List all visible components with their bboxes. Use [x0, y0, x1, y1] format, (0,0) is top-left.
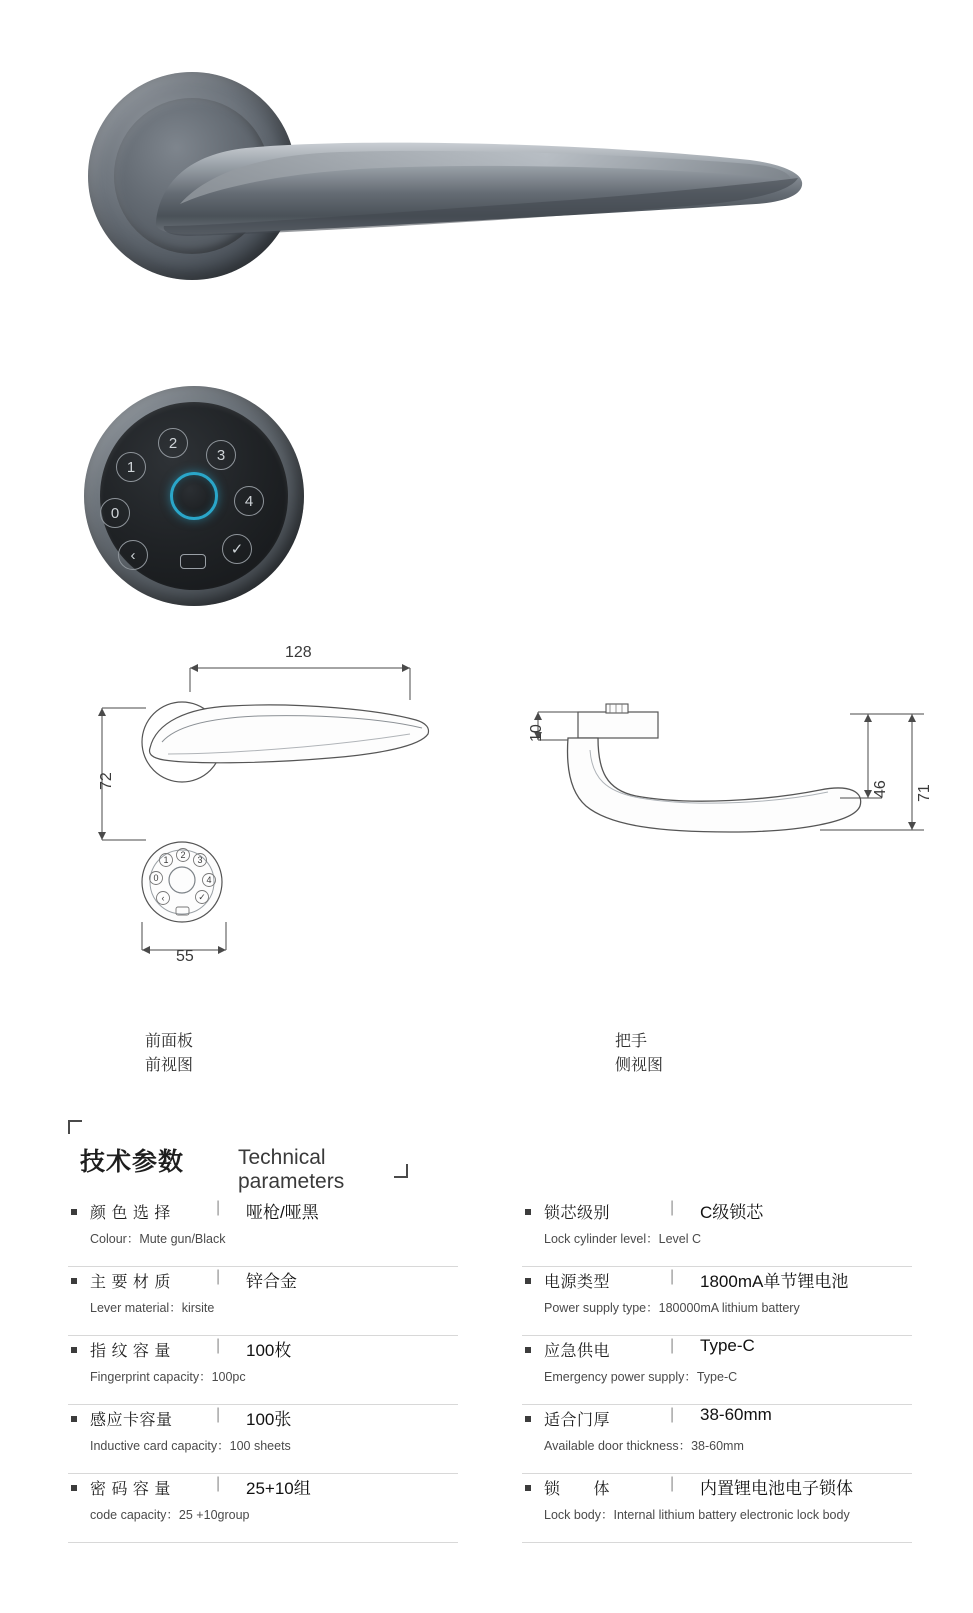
keypad-key-4[interactable]: 4	[234, 486, 264, 516]
param-label-cn: 应急供电	[544, 1343, 611, 1360]
card-reader-icon	[180, 554, 206, 569]
dim-width-128: 128	[285, 644, 312, 661]
param-value-cn: 哑枪/哑黑	[246, 1203, 319, 1222]
param-value-cn: 1800mA单节锂电池	[700, 1272, 849, 1291]
param-value-cn: C级锁芯	[700, 1203, 764, 1222]
lever-handle	[150, 130, 810, 240]
param-divider: |	[670, 1199, 675, 1216]
dim-height-72: 72	[98, 772, 115, 790]
param-value-cn: Type-C	[700, 1336, 755, 1355]
param-value-cn: 100张	[246, 1410, 292, 1429]
param-label-cn: 锁芯级别	[544, 1205, 611, 1222]
product-hero-keypad	[84, 386, 304, 608]
param-divider: |	[670, 1475, 675, 1492]
side-view-drawing	[520, 680, 940, 1040]
fingerprint-reader-icon[interactable]	[170, 472, 218, 520]
param-value-cn: 25+10组	[246, 1479, 311, 1498]
section-title-cn: 技术参数	[80, 1148, 185, 1176]
param-divider: |	[670, 1406, 675, 1423]
param-label-cn: 锁 体	[544, 1481, 611, 1498]
bullet-icon	[525, 1209, 531, 1215]
dim-keypad-55: 55	[176, 948, 194, 965]
param-label-cn: 适合门厚	[544, 1412, 611, 1429]
param-label-cn: 电源类型	[544, 1274, 611, 1291]
bullet-icon	[525, 1347, 531, 1353]
param-label-cn: 主 要 材 质	[90, 1274, 171, 1291]
keypad-key-3[interactable]: 3	[206, 440, 236, 470]
param-label-cn: 感应卡容量	[90, 1412, 173, 1429]
bullet-icon	[71, 1347, 77, 1353]
param-divider: |	[216, 1268, 221, 1285]
front-view-drawing	[80, 630, 580, 1010]
param-row-code-capacity	[68, 1474, 458, 1543]
param-row-fingerprint-capacity	[68, 1336, 458, 1405]
param-row-cylinder-level	[522, 1198, 912, 1267]
param-value-cn: 100枚	[246, 1341, 292, 1360]
param-line-en: Emergency power supply：Type-C	[544, 1370, 738, 1384]
param-line-en: Inductive card capacity：100 sheets	[90, 1439, 291, 1453]
caption-handle-line2: 侧视图	[615, 1057, 664, 1074]
param-label-cn: 密 码 容 量	[90, 1481, 171, 1498]
param-line-en: Power supply type：180000mA lithium battery	[544, 1301, 800, 1315]
section-title-wrap	[68, 1120, 408, 1193]
svg-text:1: 1	[163, 855, 169, 865]
param-line-en: Colour：Mute gun/Black	[90, 1232, 226, 1246]
param-row-card-capacity	[68, 1405, 458, 1474]
param-divider: |	[670, 1337, 675, 1354]
param-line-en: code capacity：25 +10group	[90, 1508, 250, 1522]
dim-total-71: 71	[916, 784, 933, 802]
svg-text:4: 4	[206, 875, 212, 885]
param-row-lock-body	[522, 1474, 912, 1543]
svg-text:3: 3	[197, 855, 203, 865]
param-line-en: Available door thickness：38-60mm	[544, 1439, 744, 1453]
bullet-icon	[525, 1278, 531, 1284]
param-line-en: Lever material：kirsite	[90, 1301, 215, 1315]
param-divider: |	[216, 1475, 221, 1492]
keypad-key-2[interactable]: 2	[158, 428, 188, 458]
dim-thickness-10: 10	[528, 724, 545, 742]
svg-text:✓: ✓	[198, 892, 206, 902]
technical-drawings	[0, 630, 973, 1110]
param-divider: |	[670, 1268, 675, 1285]
params-column-left	[68, 1198, 458, 1543]
param-divider: |	[216, 1337, 221, 1354]
corner-bracket-top-left-icon	[68, 1120, 82, 1134]
keypad-key-1[interactable]: 1	[116, 452, 146, 482]
section-title-en: Technical parameters	[238, 1146, 345, 1193]
technical-parameters-section	[0, 1108, 973, 1613]
param-row-lever-material	[68, 1267, 458, 1336]
dim-lever-46: 46	[872, 780, 889, 798]
bullet-icon	[71, 1209, 77, 1215]
caption-handle-line1: 把手	[615, 1033, 648, 1050]
keypad-key-back[interactable]: ‹	[118, 540, 148, 570]
svg-text:0: 0	[153, 873, 159, 883]
bullet-icon	[71, 1416, 77, 1422]
param-label-cn: 指 纹 容 量	[90, 1343, 171, 1360]
bullet-icon	[525, 1416, 531, 1422]
param-line-en: Lock body：Internal lithium battery electronic lock body	[544, 1508, 850, 1522]
param-row-colour	[68, 1198, 458, 1267]
bullet-icon	[71, 1278, 77, 1284]
svg-text:2: 2	[180, 850, 186, 860]
param-row-power-supply	[522, 1267, 912, 1336]
keypad-key-0[interactable]: 0	[100, 498, 130, 528]
param-divider: |	[216, 1199, 221, 1216]
param-line-en: Lock cylinder level：Level C	[544, 1232, 702, 1246]
bullet-icon	[525, 1485, 531, 1491]
bullet-icon	[71, 1485, 77, 1491]
param-value-cn: 内置锂电池电子锁体	[700, 1479, 853, 1498]
param-line-en: Fingerprint capacity：100pc	[90, 1370, 246, 1384]
param-label-cn: 颜 色 选 择	[90, 1205, 171, 1222]
param-row-emergency-power	[522, 1336, 912, 1405]
param-divider: |	[216, 1406, 221, 1423]
keypad-face	[100, 402, 288, 590]
param-value-cn: 锌合金	[246, 1272, 297, 1291]
caption-front-panel-line1: 前面板	[145, 1033, 194, 1050]
params-column-right	[522, 1198, 912, 1543]
param-row-door-thickness	[522, 1405, 912, 1474]
param-value-cn: 38-60mm	[700, 1405, 772, 1424]
keypad-key-confirm[interactable]: ✓	[222, 534, 252, 564]
caption-front-panel-line2: 前视图	[145, 1057, 194, 1074]
svg-text:‹: ‹	[161, 893, 165, 903]
product-hero-handle	[0, 0, 973, 350]
